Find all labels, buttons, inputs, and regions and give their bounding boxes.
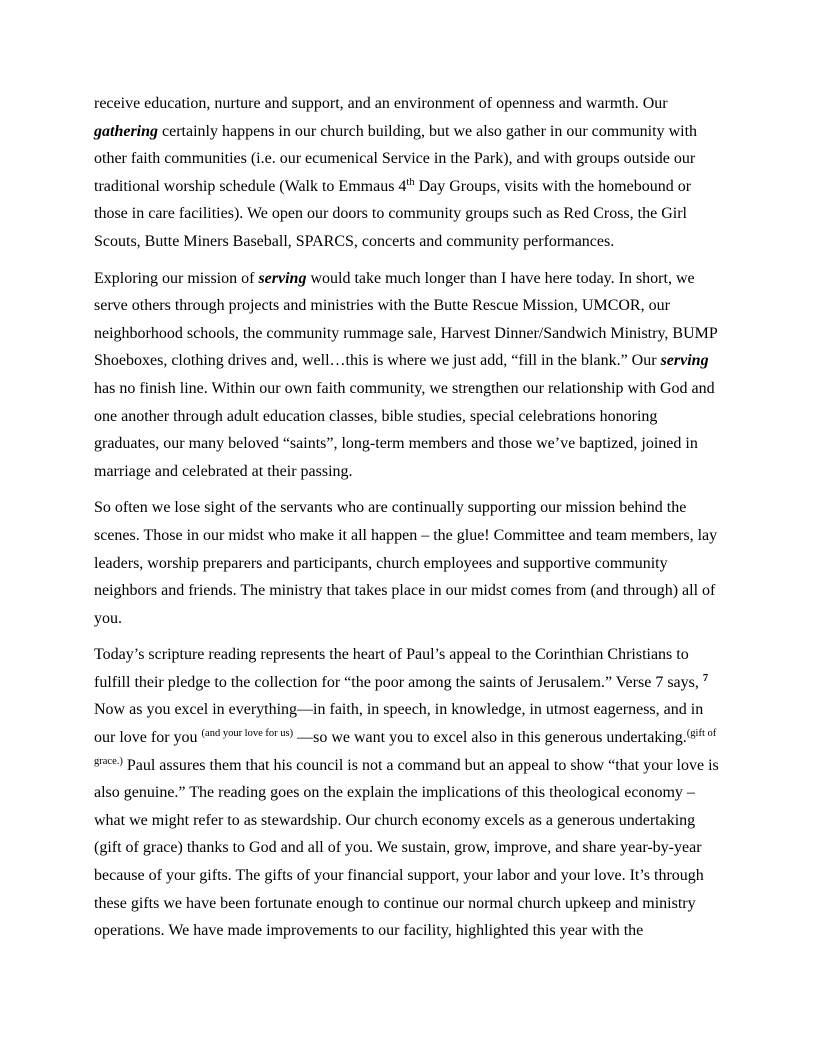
superscript-text-run: (gift of grace.) (94, 728, 717, 767)
text-run: Exploring our mission of (94, 269, 259, 287)
superscript-verse-number: 7 (702, 672, 709, 684)
text-run: Paul assures them that his council is not a command but an appeal to show “that your love is also genuine.” The reading goes on the explain the implications of this theological economy – what we might refer to as stewardship. Our church economy excels as a generous undertaking (gift of grace) thanks to God and all of you. We sustain, grow, improve, and share year-by-year because of your gifts. The gifts of your financial support, your labor and your love. It’s through these gifts we have been fortunate enough to continue our normal church upkeep and ministry operations. We have made improvements to our facility, highlighted this year with the (94, 756, 719, 940)
text-run: Day Groups, visits with the homebound or those in care facilities). We open our doors to community groups such as Red Cross, the Girl Scouts, Butte Miners Baseball, SPARCS, concerts and community performances. (94, 177, 692, 250)
superscript-text-run: (and your love for us) (201, 728, 294, 740)
text-run: So often we lose sight of the servants who are continually supporting our mission behind the scenes. Those in our midst who make it all happen – the glue! Committee and team members, lay leaders, worship preparers and participants, church employees and supportive community neighbors and friends. The ministry that takes place in our midst comes from (and through) all of you. (94, 499, 718, 627)
text-run: has no finish line. Within our own faith community, we strengthen our relationship with God and one another through adult education classes, bible studies, special celebrations honoring graduates, our many beloved “saints”, long-term members and those we’ve baptized, joined in marriage and celebrated at their passing. (94, 379, 715, 480)
document-body (94, 90, 722, 945)
superscript-text-run: th (406, 176, 415, 188)
paragraph (94, 641, 722, 945)
emphasized-text-run: gathering (94, 122, 159, 140)
text-run: receive education, nurture and support, and an environment of openness and warmth. Our (94, 95, 668, 112)
text-run: Today’s scripture reading represents the heart of Paul’s appeal to the Corinthian Christians to fulfill their pledge to the collection for “the poor among the saints of Jerusalem.” Verse 7 says, (94, 646, 703, 691)
emphasized-text-run: serving (258, 269, 307, 287)
text-run: Now as you excel in everything—in faith, in speech, in knowledge, in utmost eagerness, and in our love for you (94, 701, 704, 747)
emphasized-text-run: serving (660, 352, 709, 370)
paragraph (94, 90, 722, 256)
text-run: certainly happens in our church building, but we also gather in our community with other faith communities (i.e. our ecumenical Service in the Park), and with groups outside our traditional worship schedule (Walk to Emmaus 4 (94, 122, 698, 195)
paragraph (94, 494, 722, 632)
text-run: —so we want you to excel also in this generous undertaking. (293, 729, 687, 747)
paragraph (94, 265, 722, 486)
text-run: would take much longer than I have here today. In short, we serve others through projects and ministries with the Butte Rescue Mission, UMCOR, our neighborhood schools, the community rummage sale, Harvest Dinner/Sandwich Ministry, BUMP Shoeboxes, clothing drives and, well…this is where we just add, “fill in the blank.” Our (94, 269, 718, 370)
